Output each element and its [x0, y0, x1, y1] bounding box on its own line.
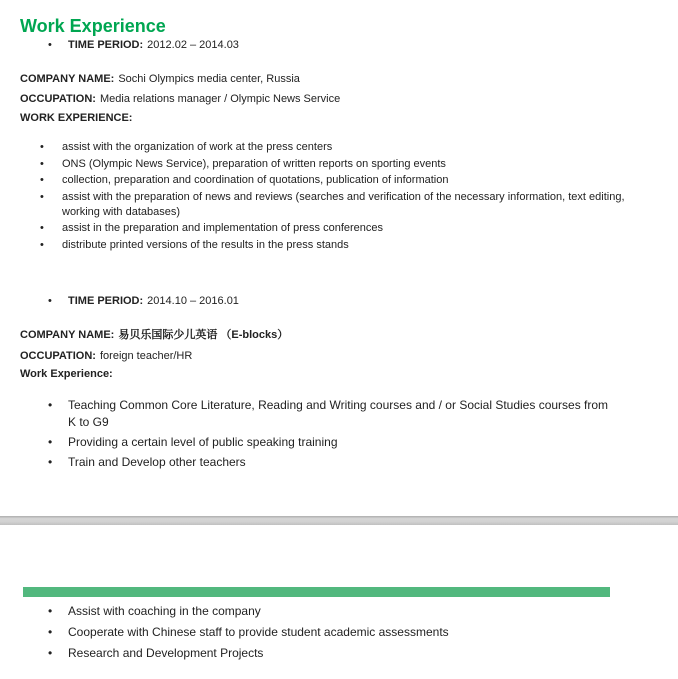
duty-list-1: [40, 140, 655, 254]
bullet-icon: •: [48, 398, 53, 412]
duty-item: [40, 221, 655, 236]
bullet-icon: •: [40, 141, 44, 153]
duty-item: [48, 454, 613, 471]
duty-item: [48, 397, 613, 431]
occupation-value: foreign teacher/HR: [99, 350, 193, 362]
duty-list-2-continued: [48, 603, 623, 666]
duty-item: [48, 603, 623, 620]
bullet-icon: •: [40, 157, 44, 170]
duty-item: [40, 238, 655, 253]
time-period-value: 2012.02 – 2014.03: [147, 39, 239, 51]
section-heading: Work Experience: [20, 16, 166, 37]
duty-text: Train and Develop other teachers: [68, 455, 246, 469]
duty-text: assist with the preparation of news and reviews (searches and verification of the necessary information, text editing, working with databases): [62, 190, 625, 218]
bullet-icon: •: [40, 174, 44, 186]
company-value: Sochi Olympics media center, Russia: [118, 73, 300, 85]
duty-text: Providing a certain level of public speaking training: [68, 435, 338, 449]
time-period-value: 2014.10 – 2016.01: [147, 295, 239, 307]
bullet-icon: •: [48, 455, 53, 469]
duty-text: Cooperate with Chinese staff to provide student academic assessments: [68, 625, 449, 639]
occupation-line-1: [20, 92, 340, 106]
duty-item: [48, 434, 613, 451]
duty-text: ONS (Olympic News Service), preparation of written reports on sporting events: [62, 157, 446, 170]
company-label: COMPANY NAME:: [20, 329, 115, 341]
duty-text: Assist with coaching in the company: [68, 604, 261, 618]
bullet-icon: •: [48, 646, 53, 660]
green-separator-bar: [23, 587, 610, 597]
duty-text: collection, preparation and coordination of quotations, publication of information: [62, 174, 449, 186]
bullet-icon: •: [48, 604, 53, 618]
duty-item: [40, 173, 655, 188]
bullet-icon: •: [48, 39, 52, 51]
duty-list-2: [48, 397, 613, 474]
duty-item: [40, 140, 655, 155]
duty-item: [48, 645, 623, 662]
occupation-line-2: [20, 349, 192, 363]
company-label: COMPANY NAME:: [20, 73, 115, 85]
time-period-row-2: [48, 294, 239, 308]
duty-item: [40, 190, 655, 220]
time-period-row-1: [48, 38, 239, 52]
company-line-1: [20, 72, 300, 86]
duty-text: assist with the organization of work at the press centers: [62, 141, 333, 153]
bullet-icon: •: [48, 295, 52, 307]
duties-heading-2: Work Experience:: [20, 368, 113, 380]
company-line-2: [20, 328, 288, 342]
time-period-label: TIME PERIOD:: [68, 295, 144, 307]
bullet-icon: •: [48, 435, 53, 449]
duty-text: Research and Development Projects: [68, 646, 264, 660]
bullet-icon: •: [40, 190, 44, 203]
occupation-label: OCCUPATION:: [20, 93, 96, 105]
duties-heading-1: WORK EXPERIENCE:: [20, 112, 133, 124]
page-break-divider: [0, 516, 678, 525]
duty-item: [48, 624, 623, 641]
duty-text: assist in the preparation and implementation of press conferences: [62, 222, 384, 234]
time-period-label: TIME PERIOD:: [68, 39, 144, 51]
duty-text: distribute printed versions of the results in the press stands: [62, 238, 349, 251]
occupation-value: Media relations manager / Olympic News Service: [99, 93, 341, 105]
company-value: 易贝乐国际少儿英语 （E-blocks）: [118, 329, 289, 341]
bullet-icon: •: [40, 238, 44, 251]
bullet-icon: •: [48, 625, 53, 639]
duty-item: [40, 157, 655, 172]
duty-text: Teaching Common Core Literature, Reading and Writing courses and / or Social Studies courses from K to G9: [68, 398, 609, 429]
occupation-label: OCCUPATION:: [20, 350, 96, 362]
bullet-icon: •: [40, 222, 44, 234]
